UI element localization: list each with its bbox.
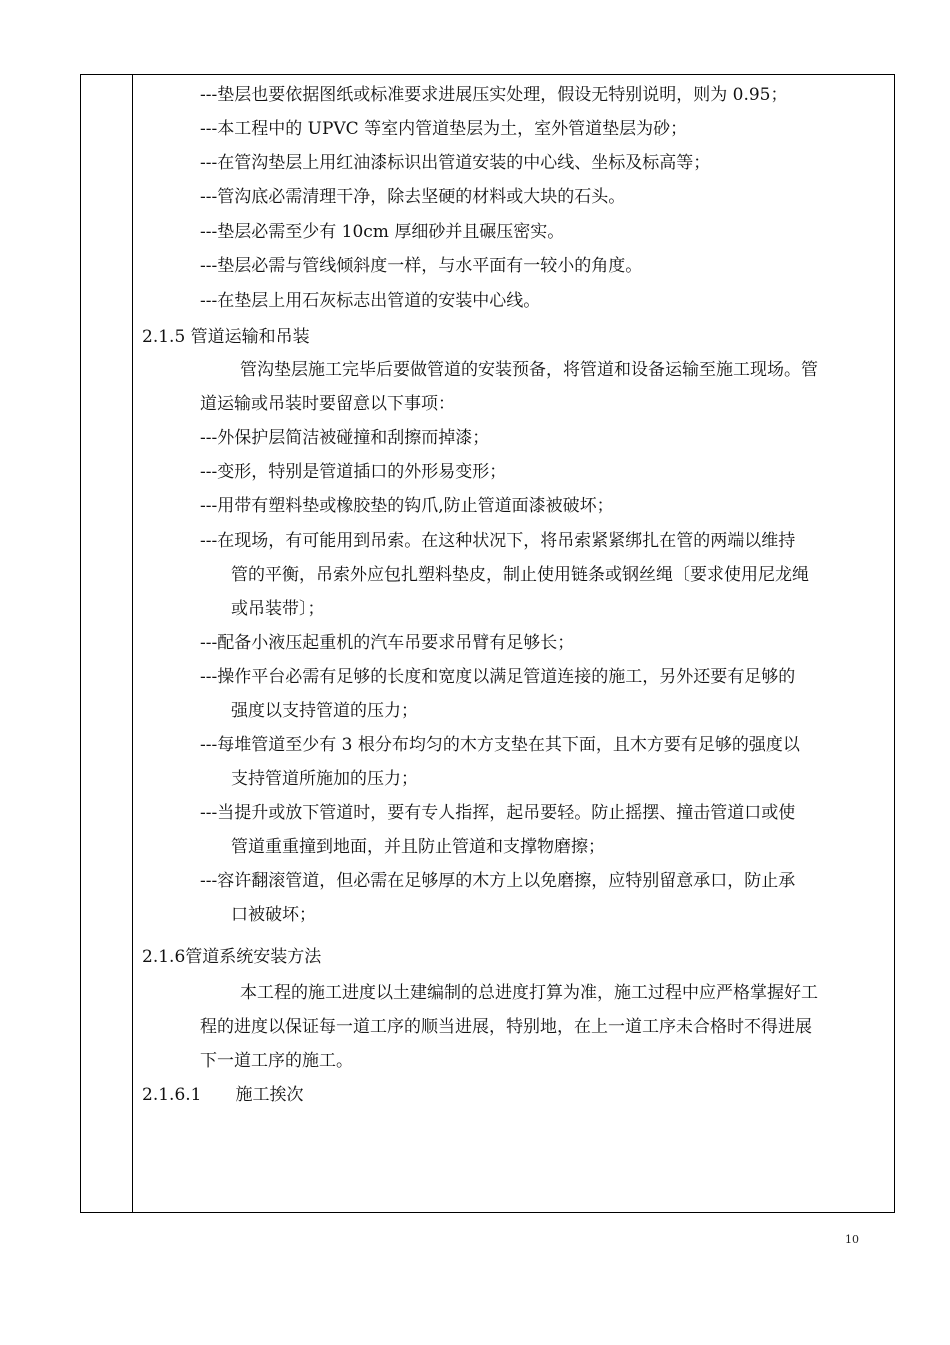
paragraph-line: 管沟垫层施工完毕后要做管道的安装预备，将管道和设备运输至施工现场。管 (240, 360, 818, 380)
section-heading-2-1-6: 2.1.6管道系统安装方法 (142, 947, 322, 967)
paragraph-line: 下一道工序的施工。 (200, 1051, 353, 1071)
section-heading-2-1-6-1: 2.1.6.1 施工挨次 (142, 1085, 304, 1105)
left-column (81, 75, 133, 1212)
transport-bullet: ---容许翻滚管道，但必需在足够厚的木方上以免磨擦，应特别留意承口，防止承 (200, 871, 796, 891)
bedding-bullet: ---垫层必需至少有 10cm 厚细砂并且碾压密实。 (200, 222, 565, 242)
transport-bullet: ---当提升或放下管道时，要有专人指挥，起吊要轻。防止摇摆、撞击管道口或使 (200, 803, 796, 823)
bedding-bullet: ---垫层也要依据图纸或标准要求进展压实处理，假设无特别说明，则为 0.95； (200, 85, 788, 105)
paragraph-line: 本工程的施工进度以土建编制的总进度打算为准，施工过程中应严格掌握好工 (240, 983, 818, 1003)
paragraph-line: 程的进度以保证每一道工序的顺当进展，特别地，在上一道工序未合格时不得进展 (200, 1017, 812, 1037)
bedding-bullet: ---在垫层上用石灰标志出管道的安装中心线。 (200, 291, 541, 311)
bedding-bullet: ---管沟底必需清理干净，除去坚硬的材料或大块的石头。 (200, 187, 626, 207)
paragraph-line: 道运输或吊装时要留意以下事项： (200, 394, 455, 414)
transport-bullet: ---操作平台必需有足够的长度和宽度以满足管道连接的施工，另外还要有足够的 (200, 667, 796, 687)
transport-bullet: ---在现场，有可能用到吊索。在这种状况下，将吊索紧紧绑扎在管的两端以维持 (200, 531, 796, 551)
bullet-continuation: 或吊装带〕； (231, 599, 325, 619)
document-table (80, 74, 895, 1213)
bullet-continuation: 管道重重撞到地面，并且防止管道和支撑物磨擦； (231, 837, 605, 857)
section-heading-2-1-5: 2.1.5 管道运输和吊装 (142, 327, 310, 347)
page-number: 10 (845, 1233, 859, 1246)
bedding-bullet: ---在管沟垫层上用红油漆标识出管道安装的中心线、坐标及标高等； (200, 153, 711, 173)
bullet-continuation: 强度以支持管道的压力； (231, 701, 418, 721)
bullet-continuation: 口被破坏； (231, 905, 316, 925)
transport-bullet: ---用带有塑料垫或橡胶垫的钩爪,防止管道面漆被破坏； (200, 496, 614, 516)
transport-bullet: ---变形，特别是管道插口的外形易变形； (200, 462, 507, 482)
bullet-continuation: 管的平衡，吊索外应包扎塑料垫皮，制止使用链条或钢丝绳〔要求使用尼龙绳 (231, 565, 809, 585)
transport-bullet: ---外保护层简洁被碰撞和刮擦而掉漆； (200, 428, 490, 448)
transport-bullet: ---每堆管道至少有 3 根分布均匀的木方支垫在其下面，且木方要有足够的强度以 (200, 735, 800, 755)
bullet-continuation: 支持管道所施加的压力； (231, 769, 418, 789)
bedding-bullet: ---垫层必需与管线倾斜度一样，与水平面有一较小的角度。 (200, 256, 643, 276)
content-cell (133, 75, 894, 1212)
transport-bullet: ---配备小液压起重机的汽车吊要求吊臂有足够长； (200, 633, 575, 653)
bedding-bullet: ---本工程中的 UPVC 等室内管道垫层为土，室外管道垫层为砂； (200, 119, 688, 139)
